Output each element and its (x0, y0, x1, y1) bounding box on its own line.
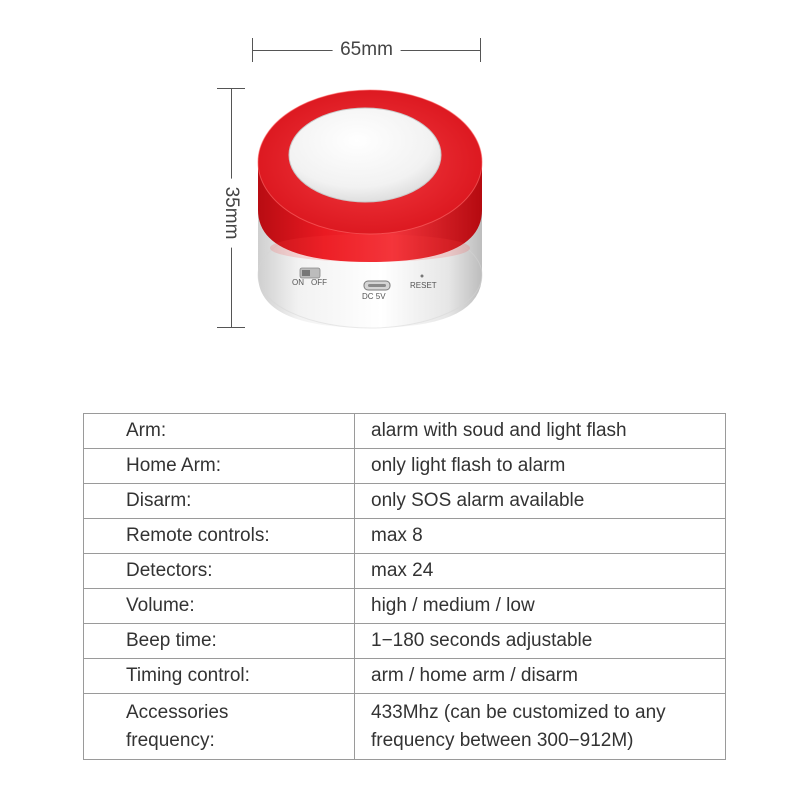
spec-value: max 8 (355, 519, 726, 554)
spec-key (84, 694, 355, 760)
spec-value: high / medium / low (355, 589, 726, 624)
spec-key: Home Arm: (84, 449, 355, 484)
table-row (84, 449, 726, 484)
width-dimension-tick-right (480, 38, 481, 62)
switch-label-off: OFF (311, 278, 327, 287)
table-row (84, 484, 726, 519)
spec-table (83, 413, 726, 760)
table-row (84, 624, 726, 659)
width-dimension (252, 38, 481, 62)
port-label: DC 5V (362, 292, 386, 301)
spec-value-line: 433Mhz (can be customized to any (371, 701, 666, 723)
width-dimension-label: 65mm (332, 38, 401, 62)
spec-value: arm / home arm / disarm (355, 659, 726, 694)
spec-value: only SOS alarm available (355, 484, 726, 519)
spec-key: Timing control: (84, 659, 355, 694)
spec-value (355, 694, 726, 760)
spec-key: Remote controls: (84, 519, 355, 554)
table-row (84, 414, 726, 449)
spec-value: 1−180 seconds adjustable (355, 624, 726, 659)
spec-key: Disarm: (84, 484, 355, 519)
spec-value: only light flash to alarm (355, 449, 726, 484)
spec-key-line: Accessories (126, 701, 229, 723)
siren-device-illustration (240, 70, 500, 340)
height-dimension-label: 35mm (219, 179, 243, 248)
switch-label-on: ON (292, 278, 304, 287)
spec-value-line: frequency between 300−912M) (371, 729, 634, 751)
spec-key: Detectors: (84, 554, 355, 589)
table-row (84, 519, 726, 554)
spec-value: alarm with soud and light flash (355, 414, 726, 449)
speaker-cover (289, 108, 441, 202)
table-row (84, 659, 726, 694)
spec-key-line: frequency: (126, 729, 215, 751)
reset-label: RESET (410, 281, 437, 290)
reset-hole (421, 275, 424, 278)
table-row (84, 694, 726, 760)
table-row (84, 589, 726, 624)
spec-key: Arm: (84, 414, 355, 449)
spec-key: Beep time: (84, 624, 355, 659)
spec-key: Volume: (84, 589, 355, 624)
spec-value: max 24 (355, 554, 726, 589)
table-row (84, 554, 726, 589)
